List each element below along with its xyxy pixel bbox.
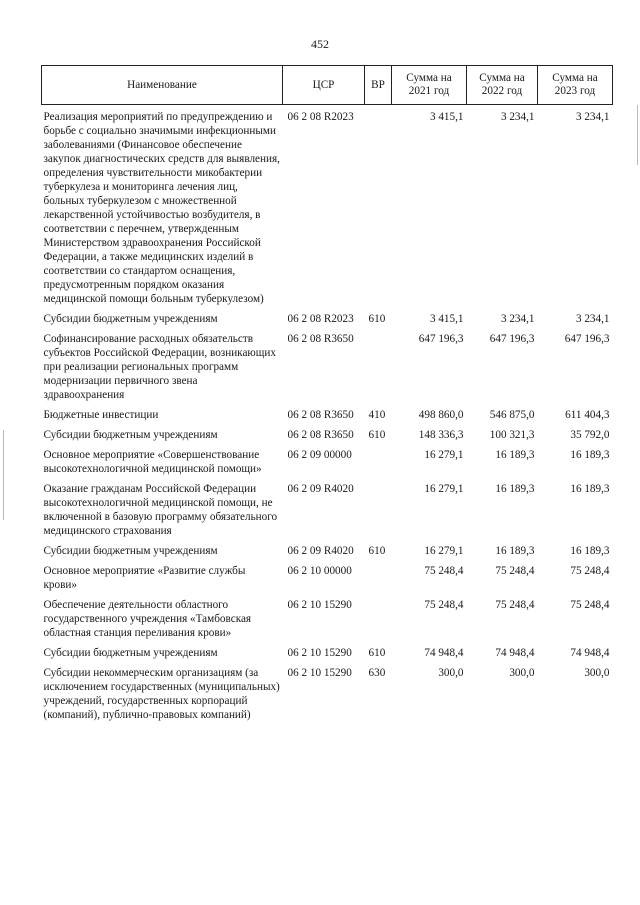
scan-edge-mark bbox=[3, 430, 4, 520]
row-csr: 06 2 09 R4020 bbox=[287, 545, 354, 557]
row-csr: 06 2 09 00000 bbox=[287, 449, 352, 461]
row-csr: 06 2 08 R3650 bbox=[287, 333, 354, 345]
row-sum-2022: 3 234,1 bbox=[500, 111, 535, 123]
row-vr bbox=[365, 564, 392, 593]
row-name: Оказание гражданам Российской Федерации высокотехнологичной медицинской помощи, не включенной в базовую программу обязательного медицинского страхования bbox=[43, 483, 278, 537]
row-csr: 06 2 08 R2023 bbox=[287, 313, 354, 325]
row-sum-2022: 100 321,3 bbox=[489, 429, 535, 441]
row-sum-2021: 16 279,1 bbox=[424, 483, 464, 495]
row-name: Обеспечение деятельности областного государственного учреждения «Тамбовская областная станция переливания крови» bbox=[43, 599, 252, 639]
table-row bbox=[42, 564, 613, 593]
row-sum-2023: 75 248,4 bbox=[570, 565, 610, 577]
row-sum-2021: 3 415,1 bbox=[429, 313, 464, 325]
row-csr: 06 2 10 15290 bbox=[287, 647, 352, 659]
row-name: Бюджетные инвестиции bbox=[43, 409, 159, 421]
row-sum-2022: 75 248,4 bbox=[495, 599, 535, 611]
row-csr: 06 2 10 15290 bbox=[287, 599, 352, 611]
row-name: Субсидии бюджетным учреждениям bbox=[43, 429, 218, 441]
row-sum-2022: 300,0 bbox=[509, 667, 535, 679]
row-name: Субсидии бюджетным учреждениям bbox=[43, 313, 218, 325]
header-sum-2021: Сумма на 2021 год bbox=[392, 66, 467, 105]
row-sum-2022: 74 948,4 bbox=[495, 647, 535, 659]
row-name: Софинансирование расходных обязательств субъектов Российской Федерации, возникающих при реализации региональных программ модернизации первичного звена здравоохранения bbox=[43, 333, 276, 401]
header-sum-2022: Сумма на 2022 год bbox=[467, 66, 538, 105]
row-sum-2021: 498 860,0 bbox=[418, 409, 464, 421]
header-csr: ЦСР bbox=[283, 66, 365, 105]
row-name: Субсидии бюджетным учреждениям bbox=[43, 545, 218, 557]
row-sum-2021: 300,0 bbox=[438, 667, 464, 679]
row-csr: 06 2 09 R4020 bbox=[287, 483, 354, 495]
header-vr: ВР bbox=[365, 66, 392, 105]
budget-table bbox=[41, 65, 613, 723]
row-sum-2021: 647 196,3 bbox=[418, 333, 464, 345]
row-sum-2022: 647 196,3 bbox=[489, 333, 535, 345]
row-sum-2021: 148 336,3 bbox=[418, 429, 464, 441]
header-name: Наименование bbox=[42, 66, 283, 105]
row-csr: 06 2 10 00000 bbox=[287, 565, 352, 577]
row-sum-2022: 546 875,0 bbox=[489, 409, 535, 421]
row-name: Субсидии некоммерческим организациям (за исключением государственных (муниципальных) учреждений, государственных корпораций (компаний), публично-правовых компаний) bbox=[43, 667, 280, 721]
row-sum-2023: 3 234,1 bbox=[575, 111, 610, 123]
row-vr: 410 bbox=[368, 409, 386, 421]
row-sum-2022: 3 234,1 bbox=[500, 313, 535, 325]
row-vr: 630 bbox=[368, 667, 386, 679]
scan-edge-mark bbox=[637, 105, 638, 165]
table-body bbox=[42, 105, 613, 724]
row-vr bbox=[365, 598, 392, 641]
row-csr: 06 2 08 R2023 bbox=[287, 111, 354, 123]
table-row bbox=[42, 110, 613, 307]
row-sum-2021: 16 279,1 bbox=[424, 449, 464, 461]
row-sum-2023: 16 189,3 bbox=[570, 449, 610, 461]
row-sum-2021: 74 948,4 bbox=[424, 647, 464, 659]
row-csr: 06 2 10 15290 bbox=[287, 667, 352, 679]
row-sum-2021: 75 248,4 bbox=[424, 565, 464, 577]
row-vr: 610 bbox=[368, 429, 386, 441]
row-sum-2023: 647 196,3 bbox=[564, 333, 610, 345]
row-sum-2021: 75 248,4 bbox=[424, 599, 464, 611]
row-csr: 06 2 08 R3650 bbox=[287, 429, 354, 441]
row-name: Субсидии бюджетным учреждениям bbox=[43, 647, 218, 659]
row-sum-2023: 75 248,4 bbox=[570, 599, 610, 611]
row-vr: 610 bbox=[368, 545, 386, 557]
row-sum-2023: 16 189,3 bbox=[570, 545, 610, 557]
row-sum-2021: 3 415,1 bbox=[429, 111, 464, 123]
row-vr bbox=[365, 482, 392, 539]
table-row bbox=[42, 332, 613, 403]
row-sum-2023: 74 948,4 bbox=[570, 647, 610, 659]
table-row bbox=[42, 646, 613, 661]
row-vr bbox=[365, 110, 392, 307]
row-sum-2023: 611 404,3 bbox=[565, 409, 610, 421]
row-csr: 06 2 08 R3650 bbox=[287, 409, 354, 421]
row-vr: 610 bbox=[368, 647, 386, 659]
row-name: Реализация мероприятий по предупреждению и борьбе с социально значимыми инфекционными заболеваниями (Финансовое обеспечение закупок диагностических средств для выявления, определения чувствительности микобактерии туберкулеза и мониторинга лечения лиц, больных туберкулезом с множественной лекарственной устойчивостью возбудителя, в соответствии с перечнем, утвержденным Министерством здравоохранения Российской Федерации, а также медицинских изделий в соответствии со стандартом оснащения, предусмотренным порядком оказания медицинской помощи больным туберкулезом) bbox=[43, 111, 280, 305]
row-vr bbox=[365, 448, 392, 477]
table-row bbox=[42, 666, 613, 723]
row-sum-2022: 16 189,3 bbox=[495, 545, 535, 557]
page-number: 452 bbox=[311, 37, 329, 51]
row-sum-2021: 16 279,1 bbox=[424, 545, 464, 557]
row-vr: 610 bbox=[368, 313, 386, 325]
table-row bbox=[42, 544, 613, 559]
table-header-row bbox=[42, 66, 613, 105]
table-row bbox=[42, 408, 613, 423]
row-sum-2022: 16 189,3 bbox=[495, 483, 535, 495]
table-row bbox=[42, 312, 613, 327]
row-sum-2023: 35 792,0 bbox=[570, 429, 610, 441]
header-sum-2023: Сумма на 2023 год bbox=[538, 66, 613, 105]
table-row bbox=[42, 482, 613, 539]
table-row bbox=[42, 598, 613, 641]
row-name: Основное мероприятие «Развитие службы крови» bbox=[43, 565, 246, 591]
row-sum-2022: 16 189,3 bbox=[495, 449, 535, 461]
row-name: Основное мероприятие «Совершенствование высокотехнологичной медицинской помощи» bbox=[43, 449, 262, 475]
row-sum-2023: 300,0 bbox=[584, 667, 610, 679]
table-row bbox=[42, 428, 613, 443]
row-sum-2022: 75 248,4 bbox=[495, 565, 535, 577]
row-sum-2023: 16 189,3 bbox=[570, 483, 610, 495]
row-vr bbox=[365, 332, 392, 403]
table-row bbox=[42, 448, 613, 477]
row-sum-2023: 3 234,1 bbox=[575, 313, 610, 325]
